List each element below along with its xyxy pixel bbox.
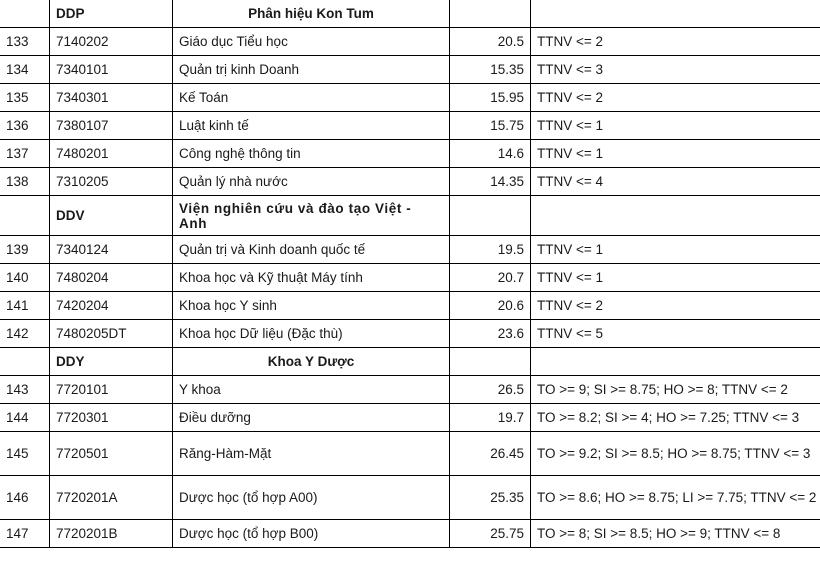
row-major-name: Giáo dục Tiểu học (173, 28, 450, 56)
row-condition: TO >= 8; SI >= 8.5; HO >= 9; TTNV <= 8 (531, 520, 820, 548)
row-score: 15.35 (450, 56, 531, 84)
row-major-name: Quản trị kinh Doanh (173, 56, 450, 84)
table-row (0, 140, 820, 168)
row-stt: 144 (0, 404, 50, 432)
row-major-code: 7340101 (50, 56, 173, 84)
row-stt: 143 (0, 376, 50, 404)
row-major-name: Quản lý nhà nước (173, 168, 450, 196)
section-score-cell (450, 0, 531, 28)
row-condition: TO >= 9; SI >= 8.75; HO >= 8; TTNV <= 2 (531, 376, 820, 404)
table-row (0, 432, 820, 476)
row-condition: TTNV <= 1 (531, 264, 820, 292)
row-score: 20.5 (450, 28, 531, 56)
table-row (0, 56, 820, 84)
section-cond-cell (531, 196, 820, 236)
row-stt: 142 (0, 320, 50, 348)
table-row (0, 292, 820, 320)
row-condition: TTNV <= 1 (531, 140, 820, 168)
row-major-name: Khoa học Y sinh (173, 292, 450, 320)
row-stt: 137 (0, 140, 50, 168)
row-major-code: 7720301 (50, 404, 173, 432)
row-major-name: Răng-Hàm-Mặt (173, 432, 450, 476)
row-score: 14.6 (450, 140, 531, 168)
table-row (0, 404, 820, 432)
table-row (0, 112, 820, 140)
row-condition: TTNV <= 1 (531, 112, 820, 140)
row-major-code: 7720101 (50, 376, 173, 404)
section-name: Khoa Y Dược (173, 348, 450, 376)
row-major-name: Khoa học và Kỹ thuật Máy tính (173, 264, 450, 292)
section-cond-cell (531, 0, 820, 28)
table-row (0, 84, 820, 112)
row-score: 19.7 (450, 404, 531, 432)
row-major-code: 7380107 (50, 112, 173, 140)
row-score: 26.5 (450, 376, 531, 404)
row-score: 15.95 (450, 84, 531, 112)
section-name: Viện nghiên cứu và đào tạo Việt - Anh (173, 196, 450, 236)
row-condition: TTNV <= 3 (531, 56, 820, 84)
row-major-code: 7720201B (50, 520, 173, 548)
row-condition: TO >= 8.6; HO >= 8.75; LI >= 7.75; TTNV <= 2 (531, 476, 820, 520)
row-condition: TTNV <= 4 (531, 168, 820, 196)
table-row (0, 236, 820, 264)
row-score: 15.75 (450, 112, 531, 140)
row-major-code: 7480201 (50, 140, 173, 168)
row-score: 25.35 (450, 476, 531, 520)
row-major-code: 7140202 (50, 28, 173, 56)
table-row (0, 520, 820, 548)
row-major-name: Dược học (tổ hợp A00) (173, 476, 450, 520)
row-major-name: Công nghệ thông tin (173, 140, 450, 168)
row-major-name: Y khoa (173, 376, 450, 404)
row-major-name: Điều dưỡng (173, 404, 450, 432)
row-major-code: 7720201A (50, 476, 173, 520)
table-row (0, 376, 820, 404)
section-stt-cell (0, 0, 50, 28)
row-stt: 138 (0, 168, 50, 196)
row-condition: TTNV <= 2 (531, 84, 820, 112)
section-header-row (0, 196, 820, 236)
row-condition: TO >= 9.2; SI >= 8.5; HO >= 8.75; TTNV <= 3 (531, 432, 820, 476)
row-score: 26.45 (450, 432, 531, 476)
row-condition: TTNV <= 2 (531, 28, 820, 56)
row-stt: 147 (0, 520, 50, 548)
section-stt-cell (0, 196, 50, 236)
section-header-row (0, 348, 820, 376)
row-score: 20.7 (450, 264, 531, 292)
row-stt: 134 (0, 56, 50, 84)
row-condition: TO >= 8.2; SI >= 4; HO >= 7.25; TTNV <= 3 (531, 404, 820, 432)
row-stt: 141 (0, 292, 50, 320)
section-name: Phân hiệu Kon Tum (173, 0, 450, 28)
table-row (0, 168, 820, 196)
row-major-name: Quản trị và Kinh doanh quốc tế (173, 236, 450, 264)
section-cond-cell (531, 348, 820, 376)
row-major-code: 7310205 (50, 168, 173, 196)
row-stt: 139 (0, 236, 50, 264)
row-stt: 145 (0, 432, 50, 476)
row-score: 19.5 (450, 236, 531, 264)
row-condition: TTNV <= 1 (531, 236, 820, 264)
row-major-name: Khoa học Dữ liệu (Đặc thù) (173, 320, 450, 348)
row-major-code: 7420204 (50, 292, 173, 320)
row-stt: 133 (0, 28, 50, 56)
table-row (0, 28, 820, 56)
row-major-name: Dược học (tổ hợp B00) (173, 520, 450, 548)
row-stt: 146 (0, 476, 50, 520)
table-row (0, 320, 820, 348)
row-stt: 140 (0, 264, 50, 292)
row-major-code: 7340301 (50, 84, 173, 112)
row-condition: TTNV <= 2 (531, 292, 820, 320)
section-code: DDV (50, 196, 173, 236)
section-score-cell (450, 348, 531, 376)
row-major-name: Kế Toán (173, 84, 450, 112)
row-major-name: Luật kinh tế (173, 112, 450, 140)
table-row (0, 476, 820, 520)
row-major-code: 7340124 (50, 236, 173, 264)
table-row (0, 264, 820, 292)
row-score: 14.35 (450, 168, 531, 196)
row-major-code: 7480205DT (50, 320, 173, 348)
section-score-cell (450, 196, 531, 236)
section-code: DDY (50, 348, 173, 376)
row-major-code: 7720501 (50, 432, 173, 476)
row-stt: 136 (0, 112, 50, 140)
row-condition: TTNV <= 5 (531, 320, 820, 348)
section-code: DDP (50, 0, 173, 28)
row-score: 25.75 (450, 520, 531, 548)
row-major-code: 7480204 (50, 264, 173, 292)
section-header-row (0, 0, 820, 28)
row-score: 20.6 (450, 292, 531, 320)
row-stt: 135 (0, 84, 50, 112)
section-stt-cell (0, 348, 50, 376)
row-score: 23.6 (450, 320, 531, 348)
